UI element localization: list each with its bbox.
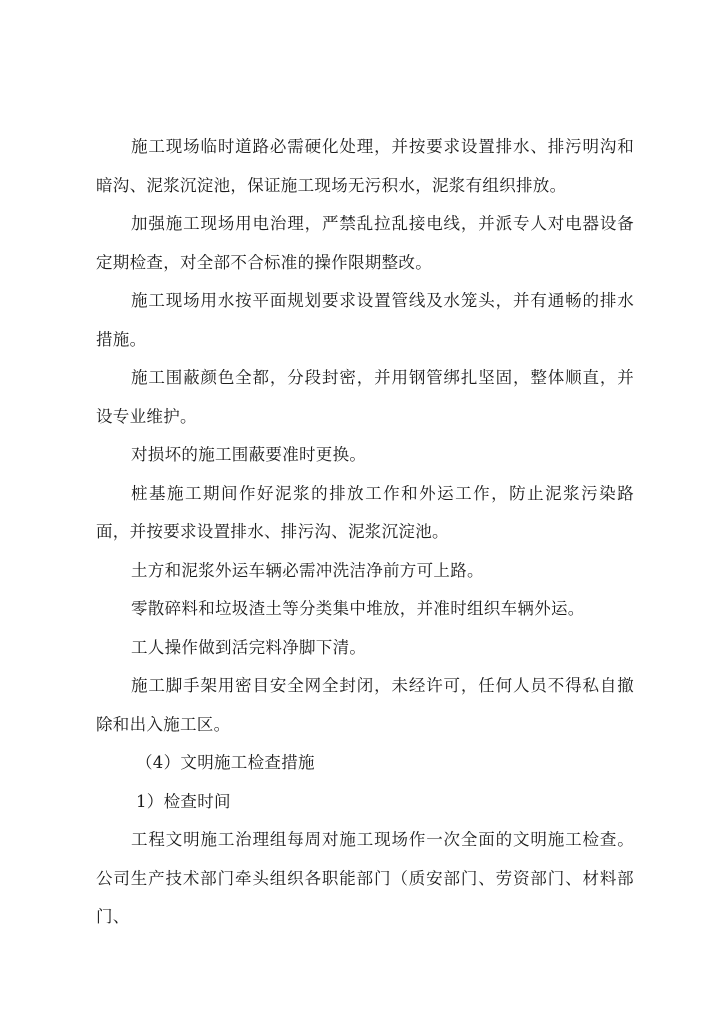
paragraph-scaffold-net: 施工脚手架用密目安全网全封闭，未经许可，任何人员不得私自撤除和出入施工区。 — [96, 676, 634, 734]
document-body — [96, 128, 634, 937]
paragraph-pile-slurry: 桩基施工期间作好泥浆的排放工作和外运工作，防止泥浆污染路面，并按要求设置排水、排污沟、泥浆沉淀池。 — [96, 483, 634, 541]
paragraph-hoarding: 施工围蔽颜色全都，分段封密，并用钢管绑扎坚固，整体顺直，并设专业维护。 — [96, 368, 634, 426]
paragraph-electricity: 加强施工现场用电治理，严禁乱拉乱接电线，并派专人对电器设备定期检查，对全部不合标准的操作限期整改。 — [96, 214, 634, 272]
section-heading: （4）文明施工检查措施 — [136, 753, 315, 772]
subsection-heading: 1）检查时间 — [136, 791, 231, 811]
paragraph-clean-work: 工人操作做到活完料净脚下清。 — [131, 637, 367, 657]
paragraph-hoarding-replace: 对损坏的施工围蔽要准时更换。 — [131, 445, 367, 464]
paragraph-water: 施工现场用水按平面规划要求设置管线及水笼头，并有通畅的排水措施。 — [96, 291, 634, 349]
paragraph-vehicle-wash: 土方和泥浆外运车辆必需冲洗洁净前方可上路。 — [131, 560, 484, 580]
paragraph-inspection: 工程文明施工治理组每周对施工现场作一次全面的文明施工检查。公司生产技术部门牵头组织各职能部门（质安部门、劳资部门、材料部门、 — [96, 830, 634, 926]
paragraph-waste-sorting: 零散碎料和垃圾渣土等分类集中堆放，并准时组织车辆外运。 — [131, 599, 585, 618]
paragraph-road-drainage: 施工现场临时道路必需硬化处理，并按要求设置排水、排污明沟和暗沟、泥浆沉淀池，保证施工现场无污积水，泥浆有组织排放。 — [96, 137, 634, 195]
